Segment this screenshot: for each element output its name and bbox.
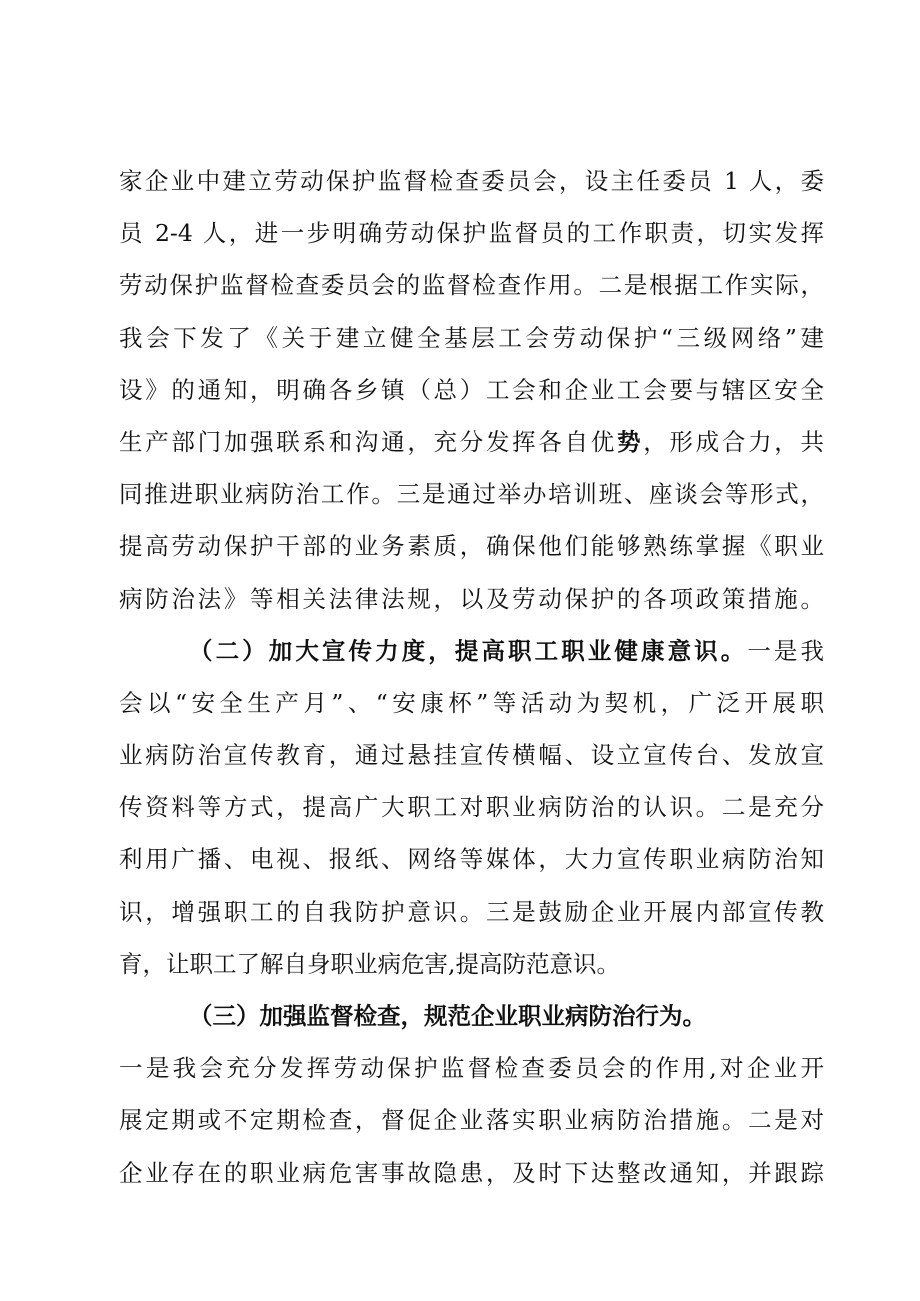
- paragraph-line: 我会下发了《关于建立健全基层工会劳动保护“三级网络”建: [119, 323, 824, 352]
- paragraph-line: 育，让职工了解自身职业病危害,提高防范意识。: [119, 949, 620, 978]
- section-heading: （二）加大宣传力度，提高职工职业健康意识。: [189, 636, 748, 665]
- paragraph-text: 生产部门加强联系和沟通，充分发挥各自优: [119, 427, 618, 456]
- paragraph-text: ，形成合力，共: [643, 427, 825, 456]
- paragraph-line: 同推进职业病防治工作。三是通过举办培训班、座谈会等形式，: [119, 480, 824, 509]
- section-heading-line: [119, 990, 824, 1042]
- document-body: [119, 155, 824, 1199]
- paragraph-line: 劳动保护监督检查委员会的监督检查作用。二是根据工作实际，: [119, 271, 824, 300]
- paragraph-line: 设》的通知，明确各乡镇（总）工会和企业工会要与辖区安全: [119, 375, 824, 404]
- paragraph-line: 员 2-4 人，进一步明确劳动保护监督员的工作职责，切实发挥: [119, 219, 824, 248]
- paragraph-line: 提高劳动保护干部的业务素质，确保他们能够熟练掌握《职业: [119, 532, 824, 561]
- paragraph-line: 会以“安全生产月”、“安康杯”等活动为契机，广泛开展职: [119, 688, 824, 717]
- paragraph-line: 传资料等方式，提高广大职工对职业病防治的认识。二是充分: [119, 793, 824, 822]
- paragraph-line: 企业存在的职业病危害事故隐患，及时下达整改通知，并跟踪: [119, 1158, 824, 1187]
- paragraph-line: 识，增强职工的自我防护意识。三是鼓励企业开展内部宣传教: [119, 897, 824, 926]
- section-heading-line: [119, 625, 824, 677]
- paragraph-line: 展定期或不定期检查，督促企业落实职业病防治措施。二是对: [119, 1106, 824, 1135]
- paragraph-line: 利用广播、电视、报纸、网络等媒体，大力宣传职业病防治知: [119, 845, 824, 874]
- paragraph-text: 一是我: [747, 636, 825, 665]
- paragraph-line: 家企业中建立劳动保护监督检查委员会，设主任委员 1 人，委: [119, 167, 824, 195]
- bold-character: 势: [617, 427, 644, 456]
- paragraph-line: 一是我会充分发挥劳动保护监督检查委员会的作用,对企业开: [119, 1054, 824, 1083]
- paragraph-line: 病防治法》等相关法律法规，以及劳动保护的各项政策措施。: [119, 584, 824, 613]
- paragraph-line: [119, 416, 824, 468]
- section-heading: （三）加强监督检查，规范企业职业病防治行为。: [189, 1002, 706, 1030]
- paragraph-line: 业病防治宣传教育，通过悬挂宣传横幅、设立宣传台、发放宣: [119, 741, 824, 770]
